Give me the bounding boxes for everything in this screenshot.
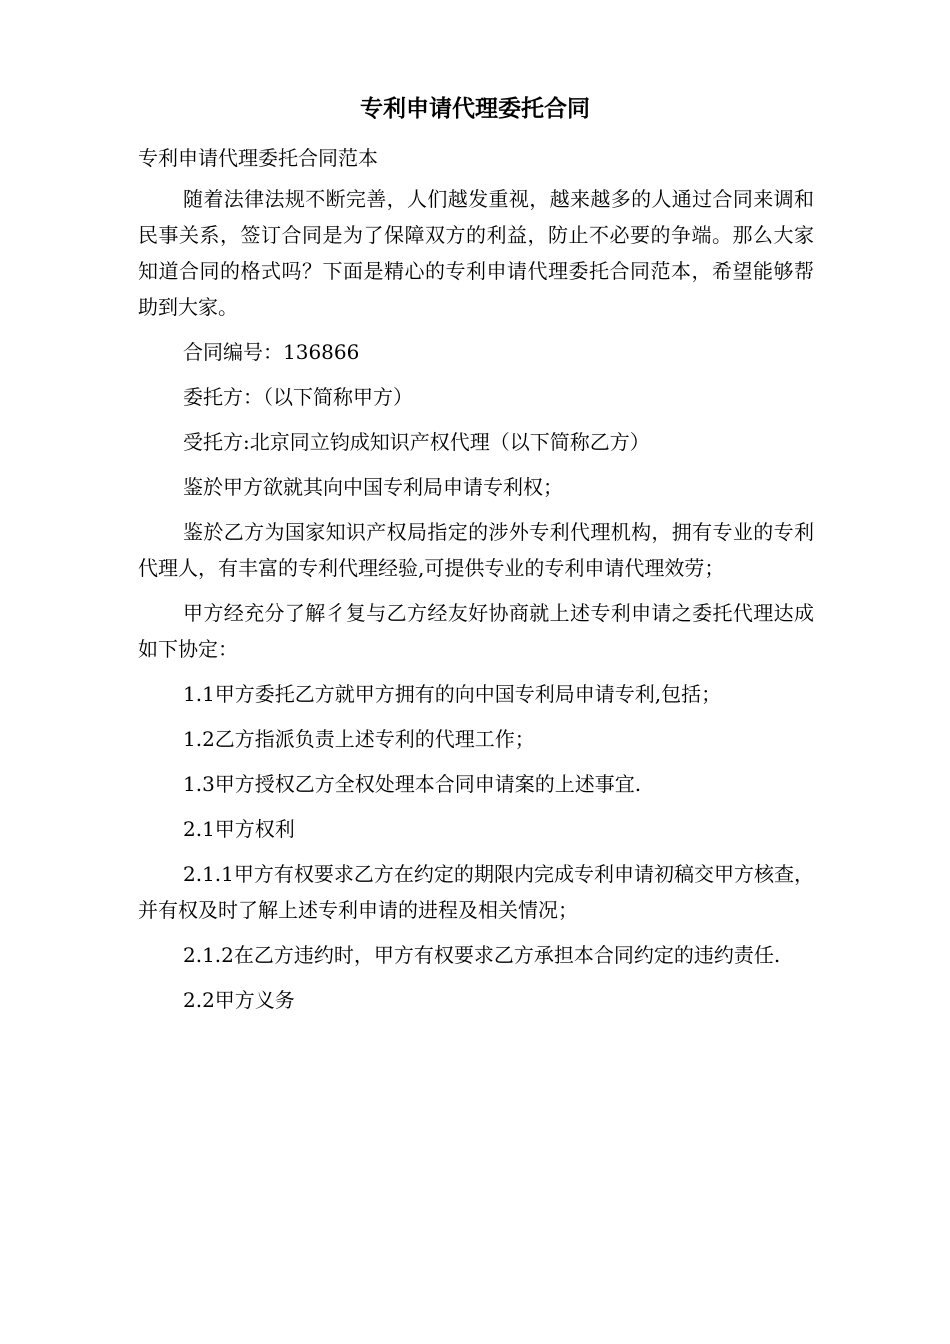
paragraph-intro: 随着法律法规不断完善，人们越发重视，越来越多的人通过合同来调和民事关系，签订合同是为了保障双方的利益，防止不必要的争端。那么大家知道合同的格式吗？下面是精心的专利申请代理委托合同范本，希望能够帮助到大家。 (138, 187, 814, 319)
document-subtitle: 专利申请代理委托合同范本 (138, 146, 378, 170)
clause-2-1-1: 2.1.1甲方有权要求乙方在约定的期限内完成专利申请初稿交甲方核查，并有权及时了解上述专利申请的进程及相关情况； (138, 862, 814, 922)
clause-2-1: 2.1甲方权利 (183, 817, 295, 841)
clause-1-2: 1.2乙方指派负责上述专利的代理工作； (183, 727, 535, 751)
paragraph-client: 委托方：（以下简称甲方） (183, 385, 413, 409)
clause-1-1: 1.1甲方委托乙方就甲方拥有的向中国专利局申请专利,包括； (183, 682, 722, 706)
clause-2-1-2: 2.1.2在乙方违约时，甲方有权要求乙方承担本合同约定的违约责任. (183, 943, 781, 967)
clause-2-2: 2.2甲方义务 (183, 988, 295, 1012)
document-body (138, 140, 814, 1027)
paragraph-recital-1: 鉴於甲方欲就其向中国专利局申请专利权； (183, 475, 563, 499)
paragraph-agent: 受托方:北京同立钧成知识产权代理（以下简称乙方） (183, 430, 650, 454)
document-title: 专利申请代理委托合同 (360, 96, 590, 122)
paragraph-recital-2: 鉴於乙方为国家知识产权局指定的涉外专利代理机构，拥有专业的专利代理人，有丰富的专利代理经验,可提供专业的专利申请代理效劳； (138, 520, 814, 580)
paragraph-agreement: 甲方经充分了解彳复与乙方经友好协商就上述专利申请之委托代理达成如下协定： (138, 601, 814, 661)
clause-1-3: 1.3甲方授权乙方全权处理本合同申请案的上述事宜. (183, 772, 642, 796)
paragraph-contract-number: 合同编号：136866 (183, 340, 360, 364)
